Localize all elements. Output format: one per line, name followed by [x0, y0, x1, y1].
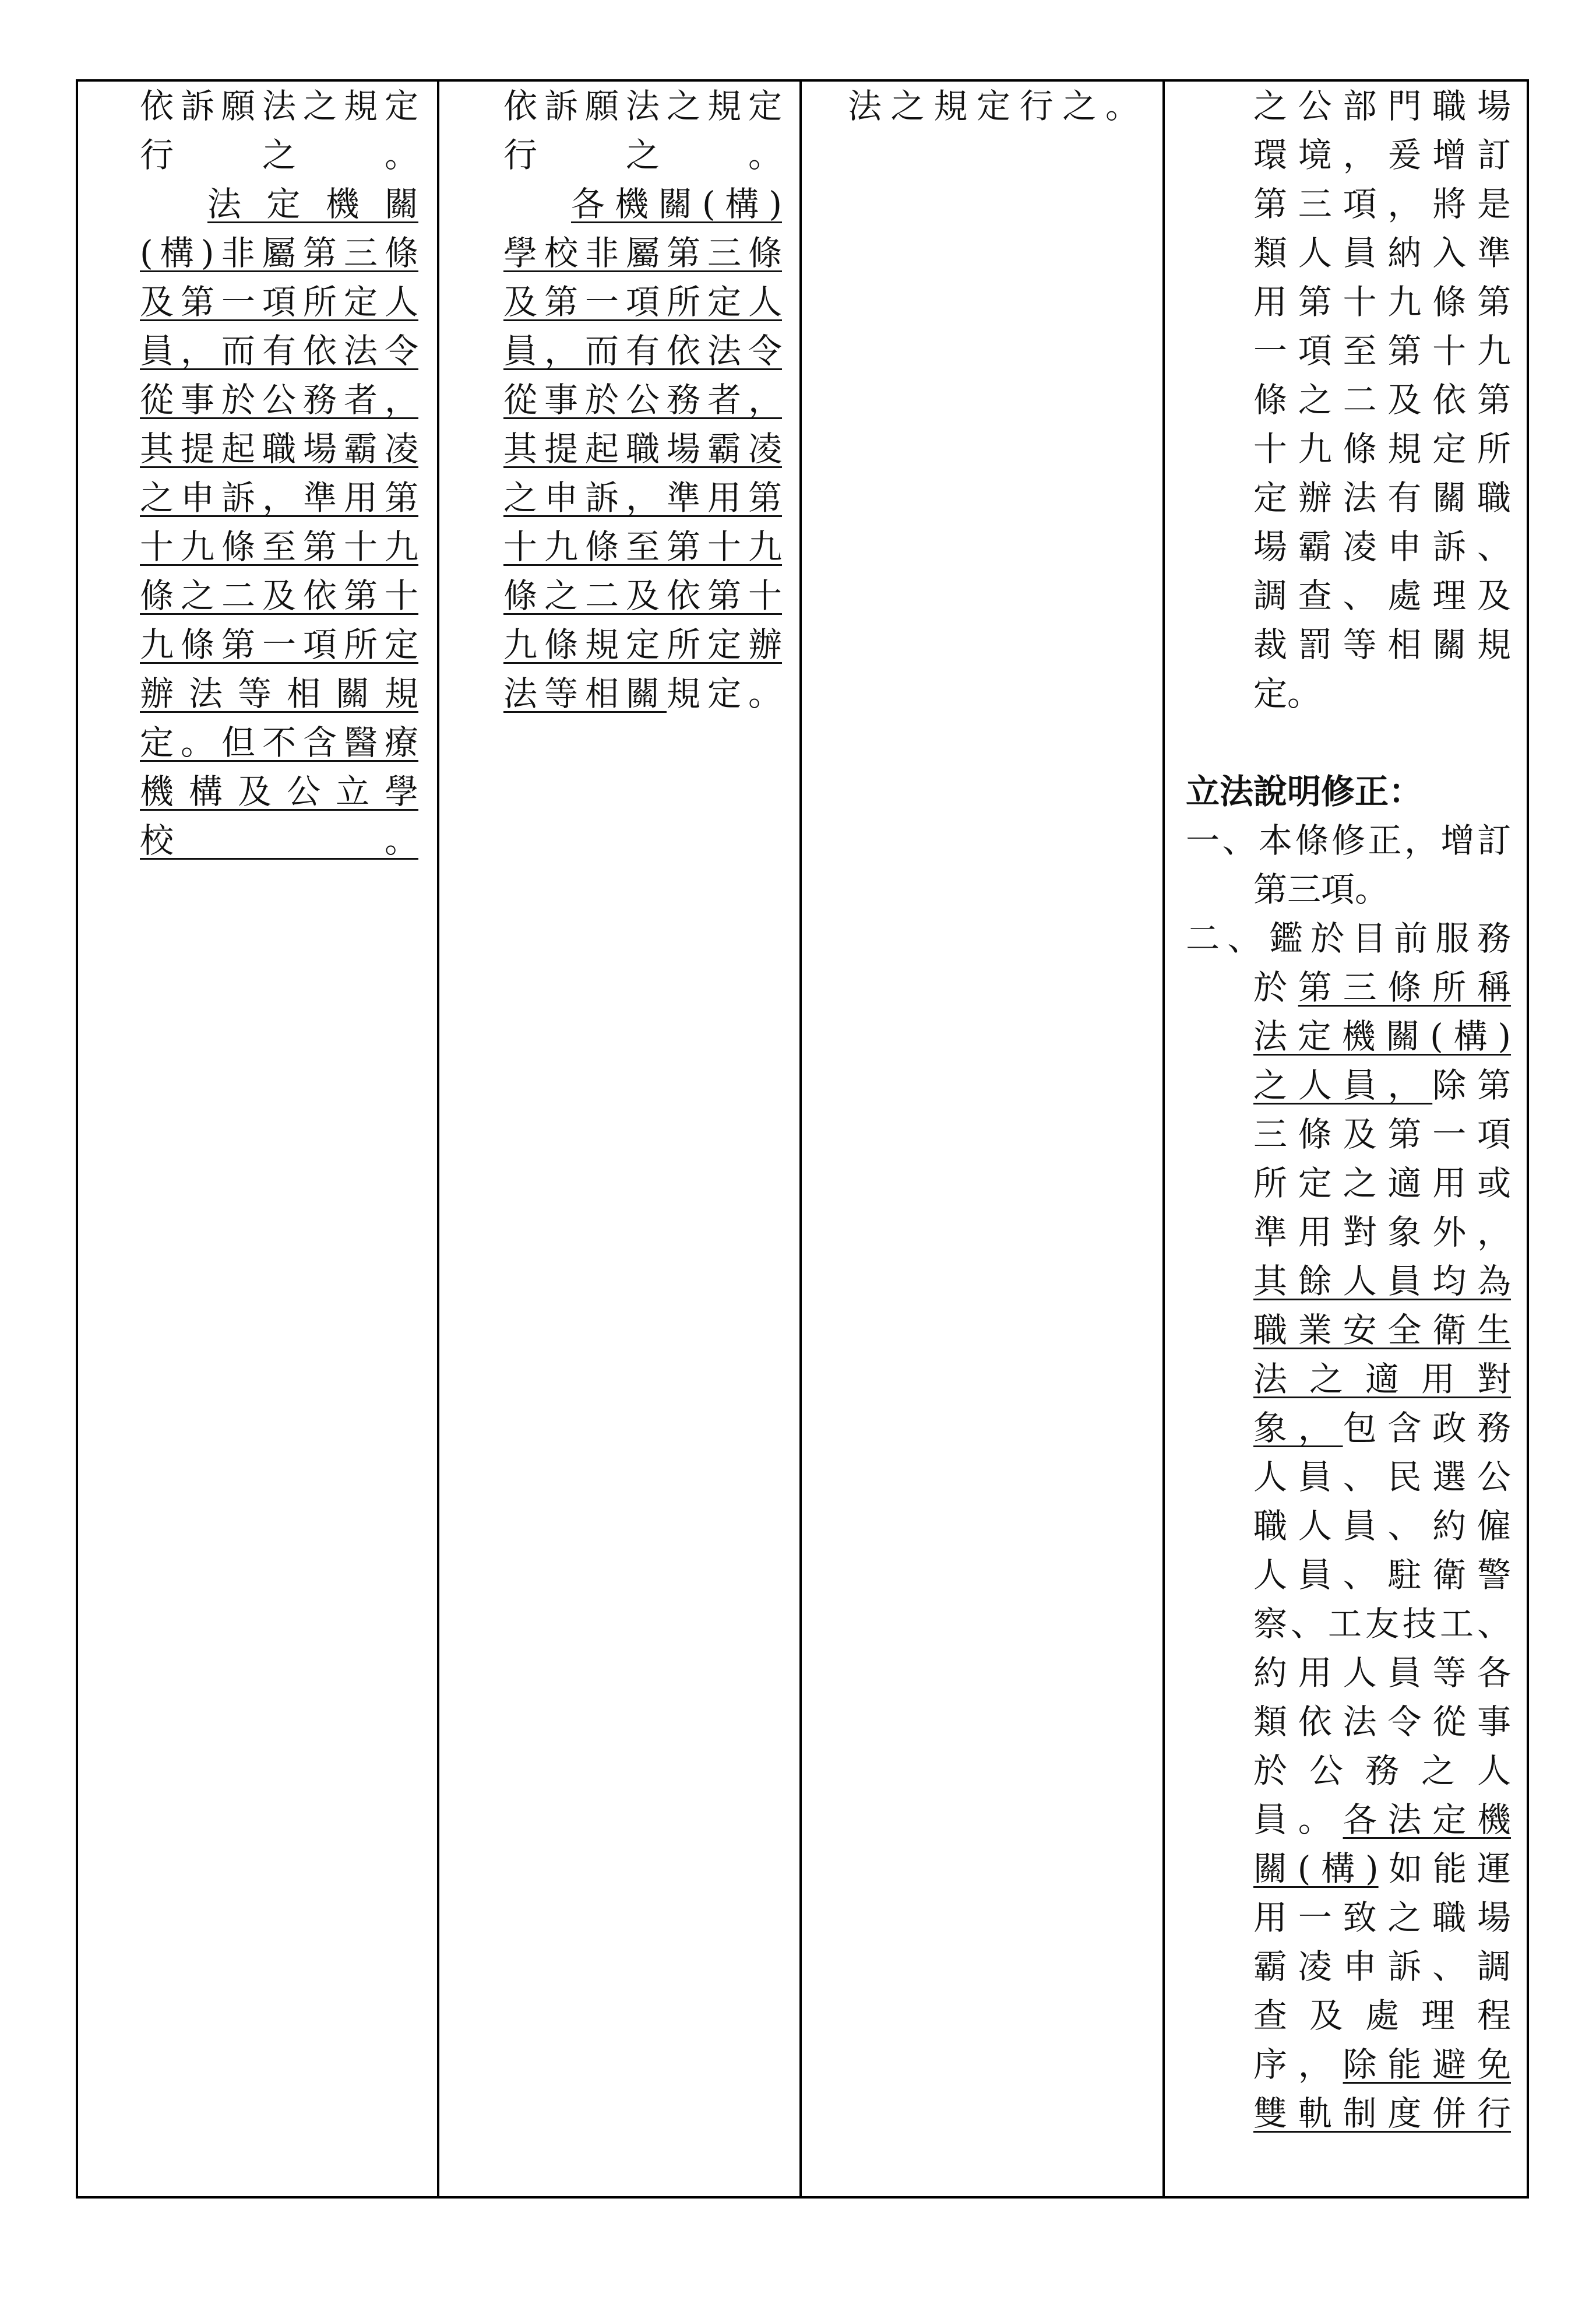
text-segment: 人員、民選公	[1253, 1457, 1511, 1497]
text-line	[1186, 1648, 1511, 1697]
text-line	[1186, 277, 1511, 326]
text-line	[1186, 1697, 1511, 1746]
underlined-text: 及第一項所定人	[140, 282, 418, 322]
text-segment: 條之二及依第	[1253, 380, 1511, 420]
text-line	[1186, 1306, 1511, 1355]
text-segment: 除第	[1432, 1065, 1511, 1105]
text-line	[1186, 1208, 1511, 1257]
text-segment: 約用人員等各	[1253, 1653, 1511, 1693]
text-line	[140, 326, 418, 375]
text-line	[140, 816, 418, 865]
text-segment: 準用對象外，	[1253, 1212, 1511, 1252]
text-line	[1186, 2089, 1511, 2138]
text-segment: 第三項。	[1253, 870, 1389, 909]
text-segment: 霸凌申訴、調	[1253, 1947, 1511, 1986]
blank-line	[1186, 718, 1511, 767]
underlined-text: 關(構)	[1253, 1849, 1379, 1888]
text-line	[1186, 865, 1511, 914]
text-line	[503, 228, 782, 277]
underlined-text: 校。	[140, 821, 418, 860]
text-segment: 如能運	[1378, 1849, 1511, 1888]
text-line	[503, 180, 782, 228]
underlined-text: 職業安全衛生	[1253, 1310, 1511, 1350]
text-line	[1186, 1012, 1511, 1061]
underlined-text: 員，而有依法令	[140, 331, 418, 371]
underlined-text: 之申訴，準用第	[503, 478, 782, 518]
text-line	[1186, 2040, 1511, 2089]
column-amended-text	[140, 82, 418, 865]
column-divider	[799, 79, 802, 2199]
text-segment: 人員、駐衛警	[1253, 1555, 1511, 1595]
text-line	[1186, 131, 1511, 180]
underlined-text: 及第一項所定人	[503, 282, 782, 322]
text-line	[1186, 1746, 1511, 1795]
text-line	[1186, 180, 1511, 228]
column-explanation	[1186, 82, 1511, 2138]
text-line	[140, 228, 418, 277]
text-segment: 查及處理程	[1253, 1996, 1511, 2035]
text-line	[1186, 1795, 1511, 1844]
text-line	[140, 767, 418, 816]
text-line	[1186, 1550, 1511, 1599]
text-segment: 定。	[1253, 674, 1322, 713]
text-line	[503, 375, 782, 424]
text-line	[140, 131, 418, 180]
text-segment: 裁罰等相關規	[1253, 625, 1511, 664]
text-line	[503, 326, 782, 375]
underlined-text: 法定機關(構)	[1253, 1016, 1511, 1056]
text-segment: 法之規定行之。	[848, 86, 1139, 126]
underlined-text: 機構及公立學	[140, 772, 418, 811]
text-segment: 二、鑑於目前服務	[1186, 919, 1511, 958]
text-line	[140, 620, 418, 669]
underlined-text: 之人員，	[1253, 1065, 1433, 1105]
text-line	[1186, 669, 1511, 718]
text-line	[503, 669, 782, 718]
text-line	[1186, 522, 1511, 571]
text-line	[1186, 1452, 1511, 1501]
text-segment: 第三項，將是	[1253, 184, 1511, 224]
underlined-text: 雙軌制度併行	[1253, 2094, 1511, 2133]
text-line	[1186, 1159, 1511, 1208]
text-line	[503, 424, 782, 473]
text-segment: 環境，爰增訂	[1253, 135, 1511, 175]
text-segment: 用一致之職場	[1253, 1898, 1511, 1937]
text-line	[1186, 1110, 1511, 1159]
text-line	[140, 424, 418, 473]
text-line	[503, 131, 782, 180]
text-line	[1186, 1942, 1511, 1991]
underlined-text: 之申訴，準用第	[140, 478, 418, 518]
text-line	[1186, 1599, 1511, 1648]
text-line	[1186, 1257, 1511, 1306]
text-line	[140, 473, 418, 522]
text-line	[1186, 1991, 1511, 2040]
text-line	[1186, 914, 1511, 963]
text-segment: 員。	[1253, 1800, 1343, 1839]
text-line	[503, 522, 782, 571]
text-line	[1186, 326, 1511, 375]
text-segment: 類依法令從事	[1253, 1702, 1511, 1742]
text-line	[140, 522, 418, 571]
underlined-text: 各法定機	[1343, 1800, 1511, 1839]
text-line	[1186, 1404, 1511, 1452]
text-segment: 於	[1253, 968, 1298, 1007]
underlined-text: 法定機關	[207, 184, 418, 224]
underlined-text: 其提起職場霸凌	[503, 429, 782, 469]
underlined-text: 法等相關	[503, 674, 667, 713]
underlined-text: 學校非屬第三條	[503, 233, 782, 273]
underlined-text: 條之二及依第十	[140, 576, 418, 615]
text-segment: 用第十九條第	[1253, 282, 1511, 322]
underlined-text: 從事於公務者，	[503, 380, 782, 420]
text-segment: 所定之適用或	[1253, 1163, 1511, 1203]
text-line	[1186, 375, 1511, 424]
text-segment: 序，	[1253, 2045, 1343, 2084]
text-segment: 調查、處理及	[1253, 576, 1511, 615]
underlined-text: 定。但不含醫療	[140, 723, 418, 762]
underlined-text: 十九條至第十九	[140, 527, 418, 567]
text-line	[1186, 82, 1511, 131]
text-segment: 十九條規定所	[1253, 429, 1511, 469]
underlined-text: (構)非屬第三條	[140, 233, 418, 273]
text-segment: 依訴願法之規定	[140, 86, 418, 126]
text-line	[140, 718, 418, 767]
underlined-text: 法之適用對	[1253, 1359, 1511, 1399]
text-segment: 立法說明修正：	[1186, 772, 1423, 811]
text-line	[1186, 1355, 1511, 1404]
text-line	[1186, 228, 1511, 277]
text-line	[848, 82, 1139, 131]
text-segment: 行之。	[503, 135, 782, 175]
text-line	[1186, 767, 1511, 816]
underlined-text: 第三條所稱	[1298, 968, 1511, 1007]
column-divider	[1162, 79, 1165, 2199]
text-line	[1186, 620, 1511, 669]
text-line	[1186, 1501, 1511, 1550]
text-line	[1186, 1061, 1511, 1110]
text-line	[140, 82, 418, 131]
text-segment: 之公部門職場	[1253, 86, 1511, 126]
text-line	[1186, 473, 1511, 522]
text-line	[140, 571, 418, 620]
text-line	[503, 277, 782, 326]
text-segment: 包含政務	[1343, 1408, 1511, 1448]
text-line	[1186, 1844, 1511, 1893]
text-line	[1186, 424, 1511, 473]
underlined-text: 從事於公務者，	[140, 380, 418, 420]
underlined-text: 其餘人員均為	[1253, 1261, 1511, 1301]
text-line	[140, 375, 418, 424]
text-segment: 察、工友技工、	[1253, 1604, 1511, 1644]
text-segment: 定辦法有關職	[1253, 478, 1511, 518]
underlined-text: 九條規定所定辦	[503, 625, 782, 664]
underlined-text: 員，而有依法令	[503, 331, 782, 371]
underlined-text: 各機關(構)	[571, 184, 782, 224]
text-line	[503, 571, 782, 620]
text-line	[1186, 1893, 1511, 1942]
underlined-text: 十九條至第十九	[503, 527, 782, 567]
column-proposed-text	[503, 82, 782, 718]
underlined-text: 其提起職場霸凌	[140, 429, 418, 469]
text-line	[503, 620, 782, 669]
text-segment: 三條及第一項	[1253, 1114, 1511, 1154]
text-segment: 場霸凌申訴、	[1253, 527, 1511, 567]
text-line	[1186, 816, 1511, 865]
text-line	[1186, 571, 1511, 620]
text-segment: 行之。	[140, 135, 418, 175]
text-line	[140, 277, 418, 326]
text-line	[1186, 963, 1511, 1012]
column-current-text	[848, 82, 1139, 131]
underlined-text: 條之二及依第十	[503, 576, 782, 615]
text-line	[140, 669, 418, 718]
text-segment: 規定。	[666, 674, 782, 713]
text-line	[503, 82, 782, 131]
underlined-text: 象，	[1253, 1408, 1343, 1448]
text-line	[140, 180, 418, 228]
text-segment: 依訴願法之規定	[503, 86, 782, 126]
underlined-text: 九條第一項所定	[140, 625, 418, 664]
text-line	[503, 473, 782, 522]
text-segment: 職人員、約僱	[1253, 1506, 1511, 1546]
text-segment: 一項至第十九	[1253, 331, 1511, 371]
text-segment: 一、本條修正，增訂	[1186, 821, 1511, 860]
underlined-text: 除能避免	[1343, 2045, 1511, 2084]
text-segment: 類人員納入準	[1253, 233, 1511, 273]
underlined-text: 辦法等相關規	[140, 674, 418, 713]
column-divider	[437, 79, 439, 2199]
text-segment: 於公務之人	[1253, 1751, 1511, 1791]
